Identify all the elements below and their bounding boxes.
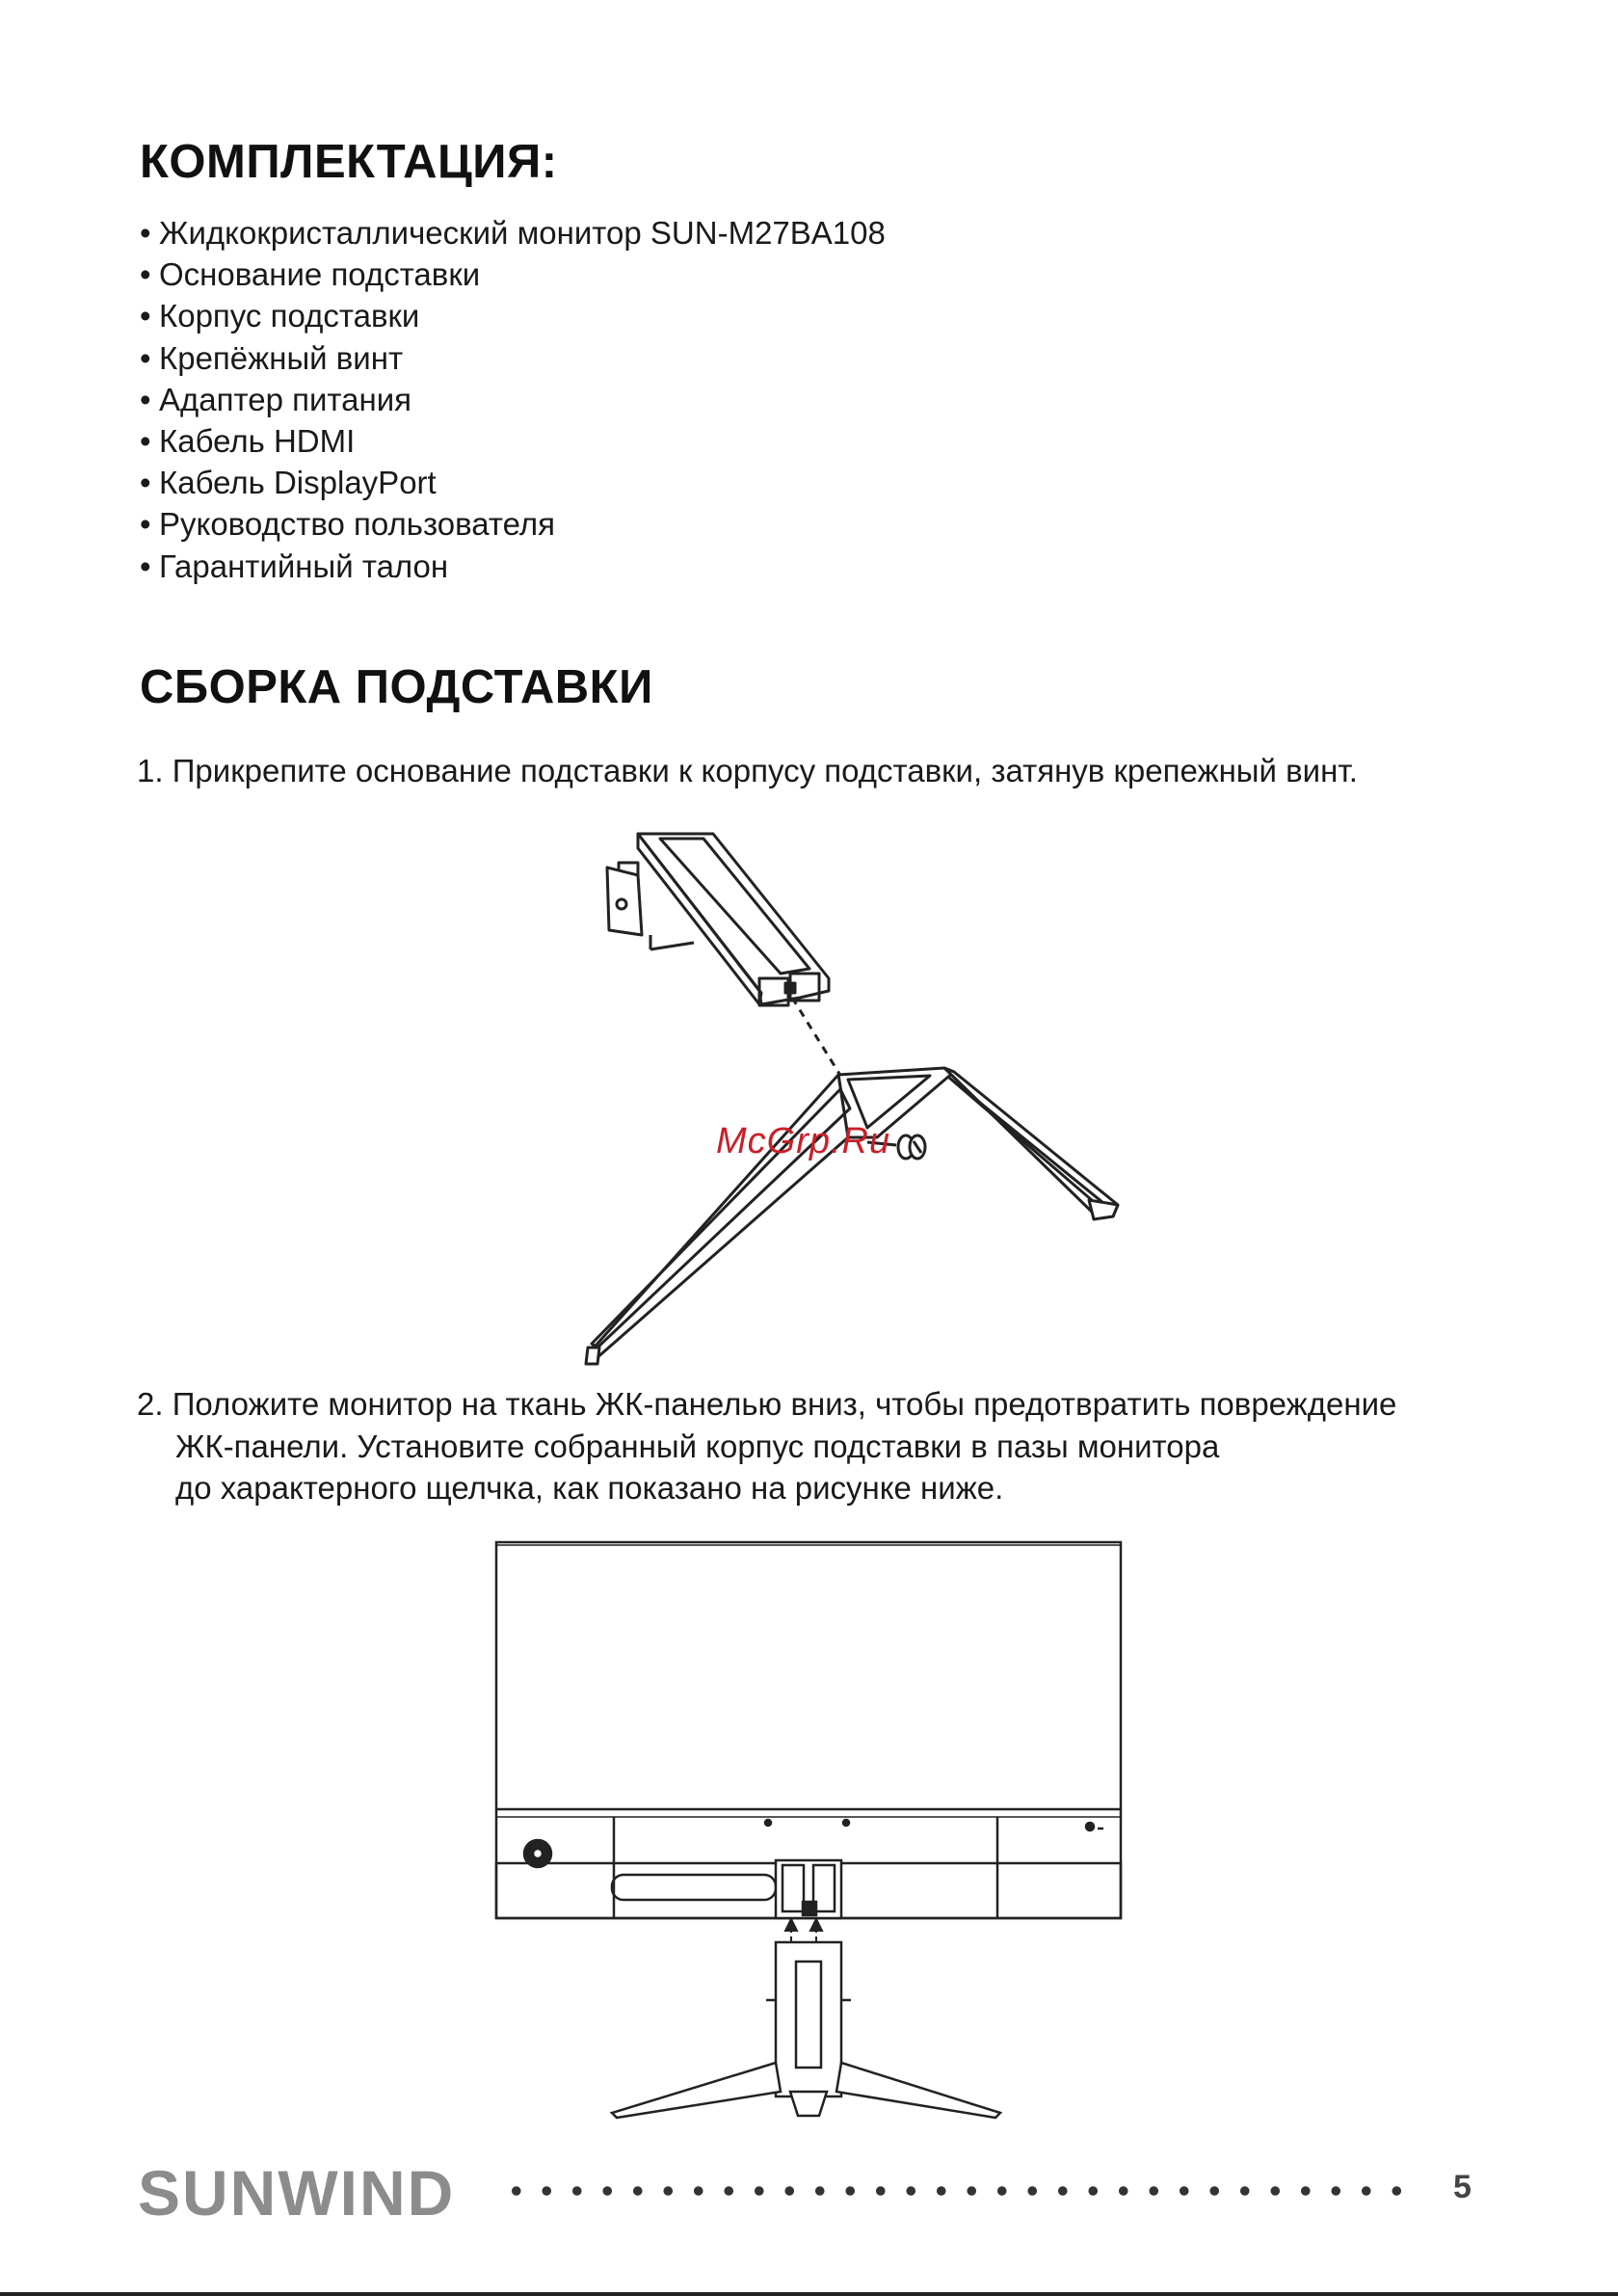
section-title-kit: КОМПЛЕКТАЦИЯ: bbox=[140, 136, 558, 188]
watermark-text: McGrp.Ru bbox=[716, 1121, 891, 1161]
footer-dots bbox=[501, 2186, 1412, 2196]
list-item: • Основание подставки bbox=[140, 256, 481, 293]
brand-logo: SUNWIND bbox=[138, 2157, 456, 2229]
list-item: • Руководство пользователя bbox=[140, 506, 555, 543]
section-title-assembly: СБОРКА ПОДСТАВКИ bbox=[140, 661, 653, 713]
step-2-line-3: до характерного щелчка, как показано на рисунке ниже. bbox=[175, 1470, 1004, 1506]
step-1-text: 1. Прикрепите основание подставки к корпусу подставки, затянув крепежный винт. bbox=[137, 753, 1358, 788]
list-item: • Крепёжный винт bbox=[140, 339, 404, 376]
page-number: 5 bbox=[1453, 2169, 1472, 2205]
list-item: • Корпус подставки bbox=[140, 298, 420, 334]
stand-base-drawing bbox=[586, 1068, 1118, 1364]
list-item: • Гарантийный талон bbox=[140, 547, 449, 584]
stand-assembly-figure bbox=[578, 819, 1137, 1378]
list-item: • Жидкокристаллический монитор SUN-M27BA108 bbox=[140, 215, 886, 251]
kit-list bbox=[140, 212, 886, 587]
list-item: • Кабель DisplayPort bbox=[140, 465, 437, 501]
bottom-rule bbox=[0, 2292, 1618, 2296]
list-item: • Кабель HDMI bbox=[140, 423, 356, 460]
monitor-stand-figure bbox=[491, 1537, 1127, 2135]
step-2-text bbox=[137, 1383, 1396, 1509]
list-item: • Адаптер питания bbox=[140, 381, 412, 417]
step-2-line-2: ЖК-панели. Установите собранный корпус подставки в пазы монитора bbox=[175, 1428, 1220, 1464]
monitor-back-drawing bbox=[496, 1542, 1121, 1918]
stand-neck-drawing bbox=[607, 834, 829, 1005]
stand-drawing bbox=[612, 1942, 1000, 2118]
step-2-line-1: 2. Положите монитор на ткань ЖК-панелью вниз, чтобы предотвратить повреждение bbox=[137, 1386, 1397, 1422]
